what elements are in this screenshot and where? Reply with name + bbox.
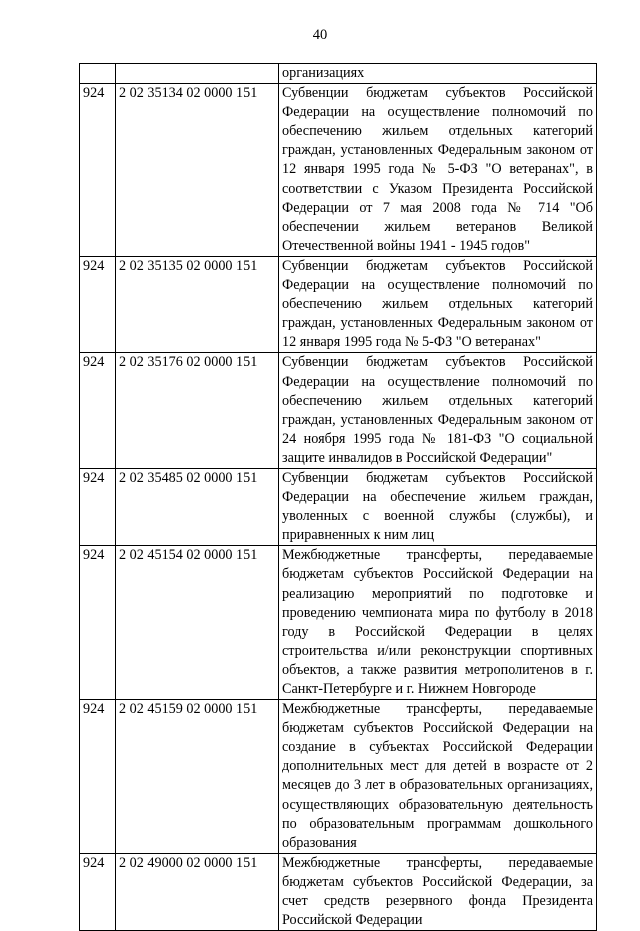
income-name-cell: Межбюджетные трансферты, передаваемые бюджетам субъектов Российской Федерации на создание в субъектах Российской Федерации дополнительных мест для детей в возрасте от 2 месяцев до 3 лет в образовательных организациях, осуществляющих образовательную деятельность по образовательным программам дошкольного образования bbox=[279, 700, 597, 854]
budget-code-cell: 2 02 45154 02 0000 151 bbox=[116, 546, 279, 700]
income-name-cell: Субвенции бюджетам субъектов Российской Федерации на осуществление полномочий по обеспечению жильем отдельных категорий граждан, установленных Федеральным законом от 12 января 1995 года № 5-ФЗ "О ветеранах" bbox=[279, 256, 597, 352]
budget-code-cell: 2 02 45159 02 0000 151 bbox=[116, 700, 279, 854]
admin-code-cell: 924 bbox=[80, 546, 116, 700]
continuation-row bbox=[80, 64, 597, 84]
table-row bbox=[80, 84, 597, 257]
income-name-cell: Субвенции бюджетам субъектов Российской Федерации на осуществление полномочий по обеспечению жильем отдельных категорий граждан, установленных Федеральным законом от 24 ноября 1995 года № 181-ФЗ "О социальной защите инвалидов в Российской Федерации" bbox=[279, 353, 597, 469]
table-row bbox=[80, 353, 597, 469]
admin-code-cell: 924 bbox=[80, 468, 116, 545]
income-name-cell: Субвенции бюджетам субъектов Российской Федерации на осуществление полномочий по обеспечению жильем отдельных категорий граждан, установленных Федеральным законом от 12 января 1995 года № 5-ФЗ "О ветеранах", в соответствии с Указом Президента Российской Федерации от 7 мая 2008 года № 714 "Об обеспечении жильем ветеранов Великой Отечественной войны 1941 - 1945 годов" bbox=[279, 84, 597, 257]
income-name-cell: Межбюджетные трансферты, передаваемые бюджетам субъектов Российской Федерации на реализацию мероприятий по подготовке и проведению чемпионата мира по футболу в 2018 году в Российской Федерации в целях строительства и/или реконструкции спортивных объектов, а также развития метрополитенов в г. Санкт-Петербурге и г. Нижнем Новгороде bbox=[279, 546, 597, 700]
budget-code-cell: 2 02 35135 02 0000 151 bbox=[116, 256, 279, 352]
table-row bbox=[80, 256, 597, 352]
income-name-cell: Межбюджетные трансферты, передаваемые бюджетам субъектов Российской Федерации, за счет средств резервного фонда Президента Российской Федерации bbox=[279, 853, 597, 930]
budget-code-cell: 2 02 35485 02 0000 151 bbox=[116, 468, 279, 545]
budget-code-cell: 2 02 35176 02 0000 151 bbox=[116, 353, 279, 469]
admin-code-cell bbox=[80, 64, 116, 84]
table-row bbox=[80, 468, 597, 545]
table-row bbox=[80, 700, 597, 854]
admin-code-cell: 924 bbox=[80, 853, 116, 930]
page-number: 40 bbox=[312, 27, 328, 43]
admin-code-cell: 924 bbox=[80, 84, 116, 257]
income-name-cell: Субвенции бюджетам субъектов Российской Федерации на обеспечение жильем граждан, уволенных с военной службы (службы), и приравненных к ним лиц bbox=[279, 468, 597, 545]
continuation-text: организациях bbox=[279, 64, 597, 84]
table-row bbox=[80, 546, 597, 700]
budget-code-cell: 2 02 49000 02 0000 151 bbox=[116, 853, 279, 930]
table-row bbox=[80, 853, 597, 930]
budget-revenue-table bbox=[79, 63, 597, 931]
budget-code-cell bbox=[116, 64, 279, 84]
budget-code-cell: 2 02 35134 02 0000 151 bbox=[116, 84, 279, 257]
admin-code-cell: 924 bbox=[80, 256, 116, 352]
admin-code-cell: 924 bbox=[80, 700, 116, 854]
admin-code-cell: 924 bbox=[80, 353, 116, 469]
